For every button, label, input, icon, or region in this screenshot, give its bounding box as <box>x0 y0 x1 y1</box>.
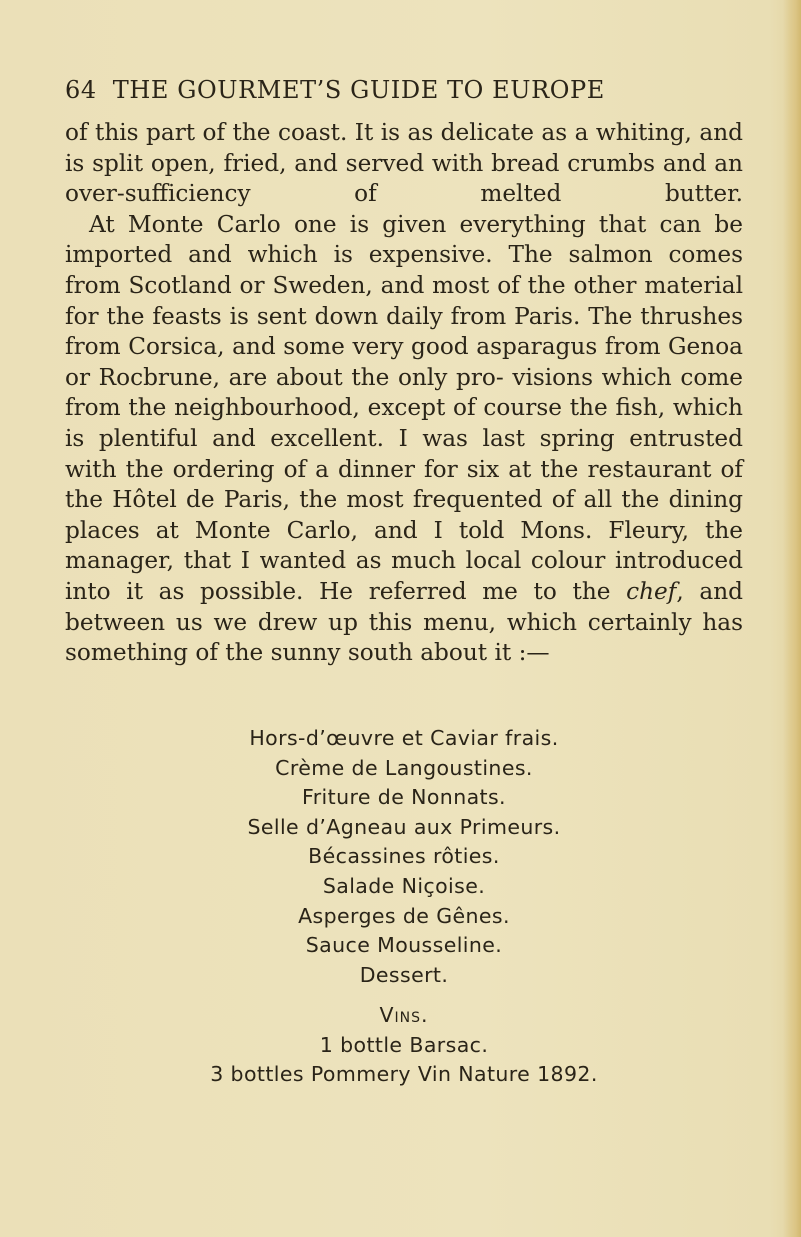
body-text <box>65 118 743 669</box>
menu-item: Salade Niçoise. <box>322 873 486 898</box>
italic-word: chef <box>626 577 677 605</box>
wine-line: 1 bottle Barsac. <box>319 1032 489 1057</box>
page-number: 64 <box>65 76 97 104</box>
menu-item: Dessert. <box>359 962 449 987</box>
menu-item: Sauce Mousseline. <box>305 933 503 958</box>
menu-item: Bécassines rôties. <box>308 844 500 869</box>
paragraph-continuation <box>65 118 743 210</box>
menu-item: Asperges de Gênes. <box>298 903 510 928</box>
paragraph-text: of this part of the coast. It is as delicate as a whiting, and is split open, fried, and served with bread crumbs and an over-sufficiency of melted butter. <box>65 119 743 208</box>
running-header <box>65 76 745 104</box>
paragraph-text: , and between us we drew up this menu, which certainly has something of the sunny south about it :— <box>65 577 744 667</box>
wine-line: 3 bottles Pommery Vin Nature 1892. <box>210 1062 598 1086</box>
dinner-menu <box>65 724 743 990</box>
menu-item: Selle d’Agneau aux Primeurs. <box>247 814 561 839</box>
paragraph-monte-carlo <box>65 210 743 669</box>
paragraph-text: At Monte Carlo one is given everything that can be imported and which is expensive. The salmon comes from Scotland or Sweden, and most of the other material for the feasts is sent down daily from Paris. The thrushes from Corsica, and some very good asparagus from Genoa or Rocbrune, are about the only pro- visions which come from the neighbourhood, except of course the fish, which is plentiful and excellent. I was last spring entrusted with the ordering of a dinner for six at the restaurant of the Hôtel de Paris, the most frequented of all the dining places at Monte Carlo, and I told Mons. Fleury, the manager, that I wanted as much local colour introduced into it as possible. He referred me to the <box>65 210 743 605</box>
menu-item: Friture de Nonnats. <box>302 785 506 810</box>
page-edge-shadow <box>783 0 801 1237</box>
running-title: THE GOURMET’S GUIDE TO EUROPE <box>112 76 605 104</box>
wine-list <box>65 1001 743 1090</box>
wine-heading: Vins. <box>379 1003 429 1027</box>
menu-item: Crème de Langoustines. <box>275 755 533 780</box>
menu-item: Hors-d’œuvre et Caviar frais. <box>249 726 559 750</box>
